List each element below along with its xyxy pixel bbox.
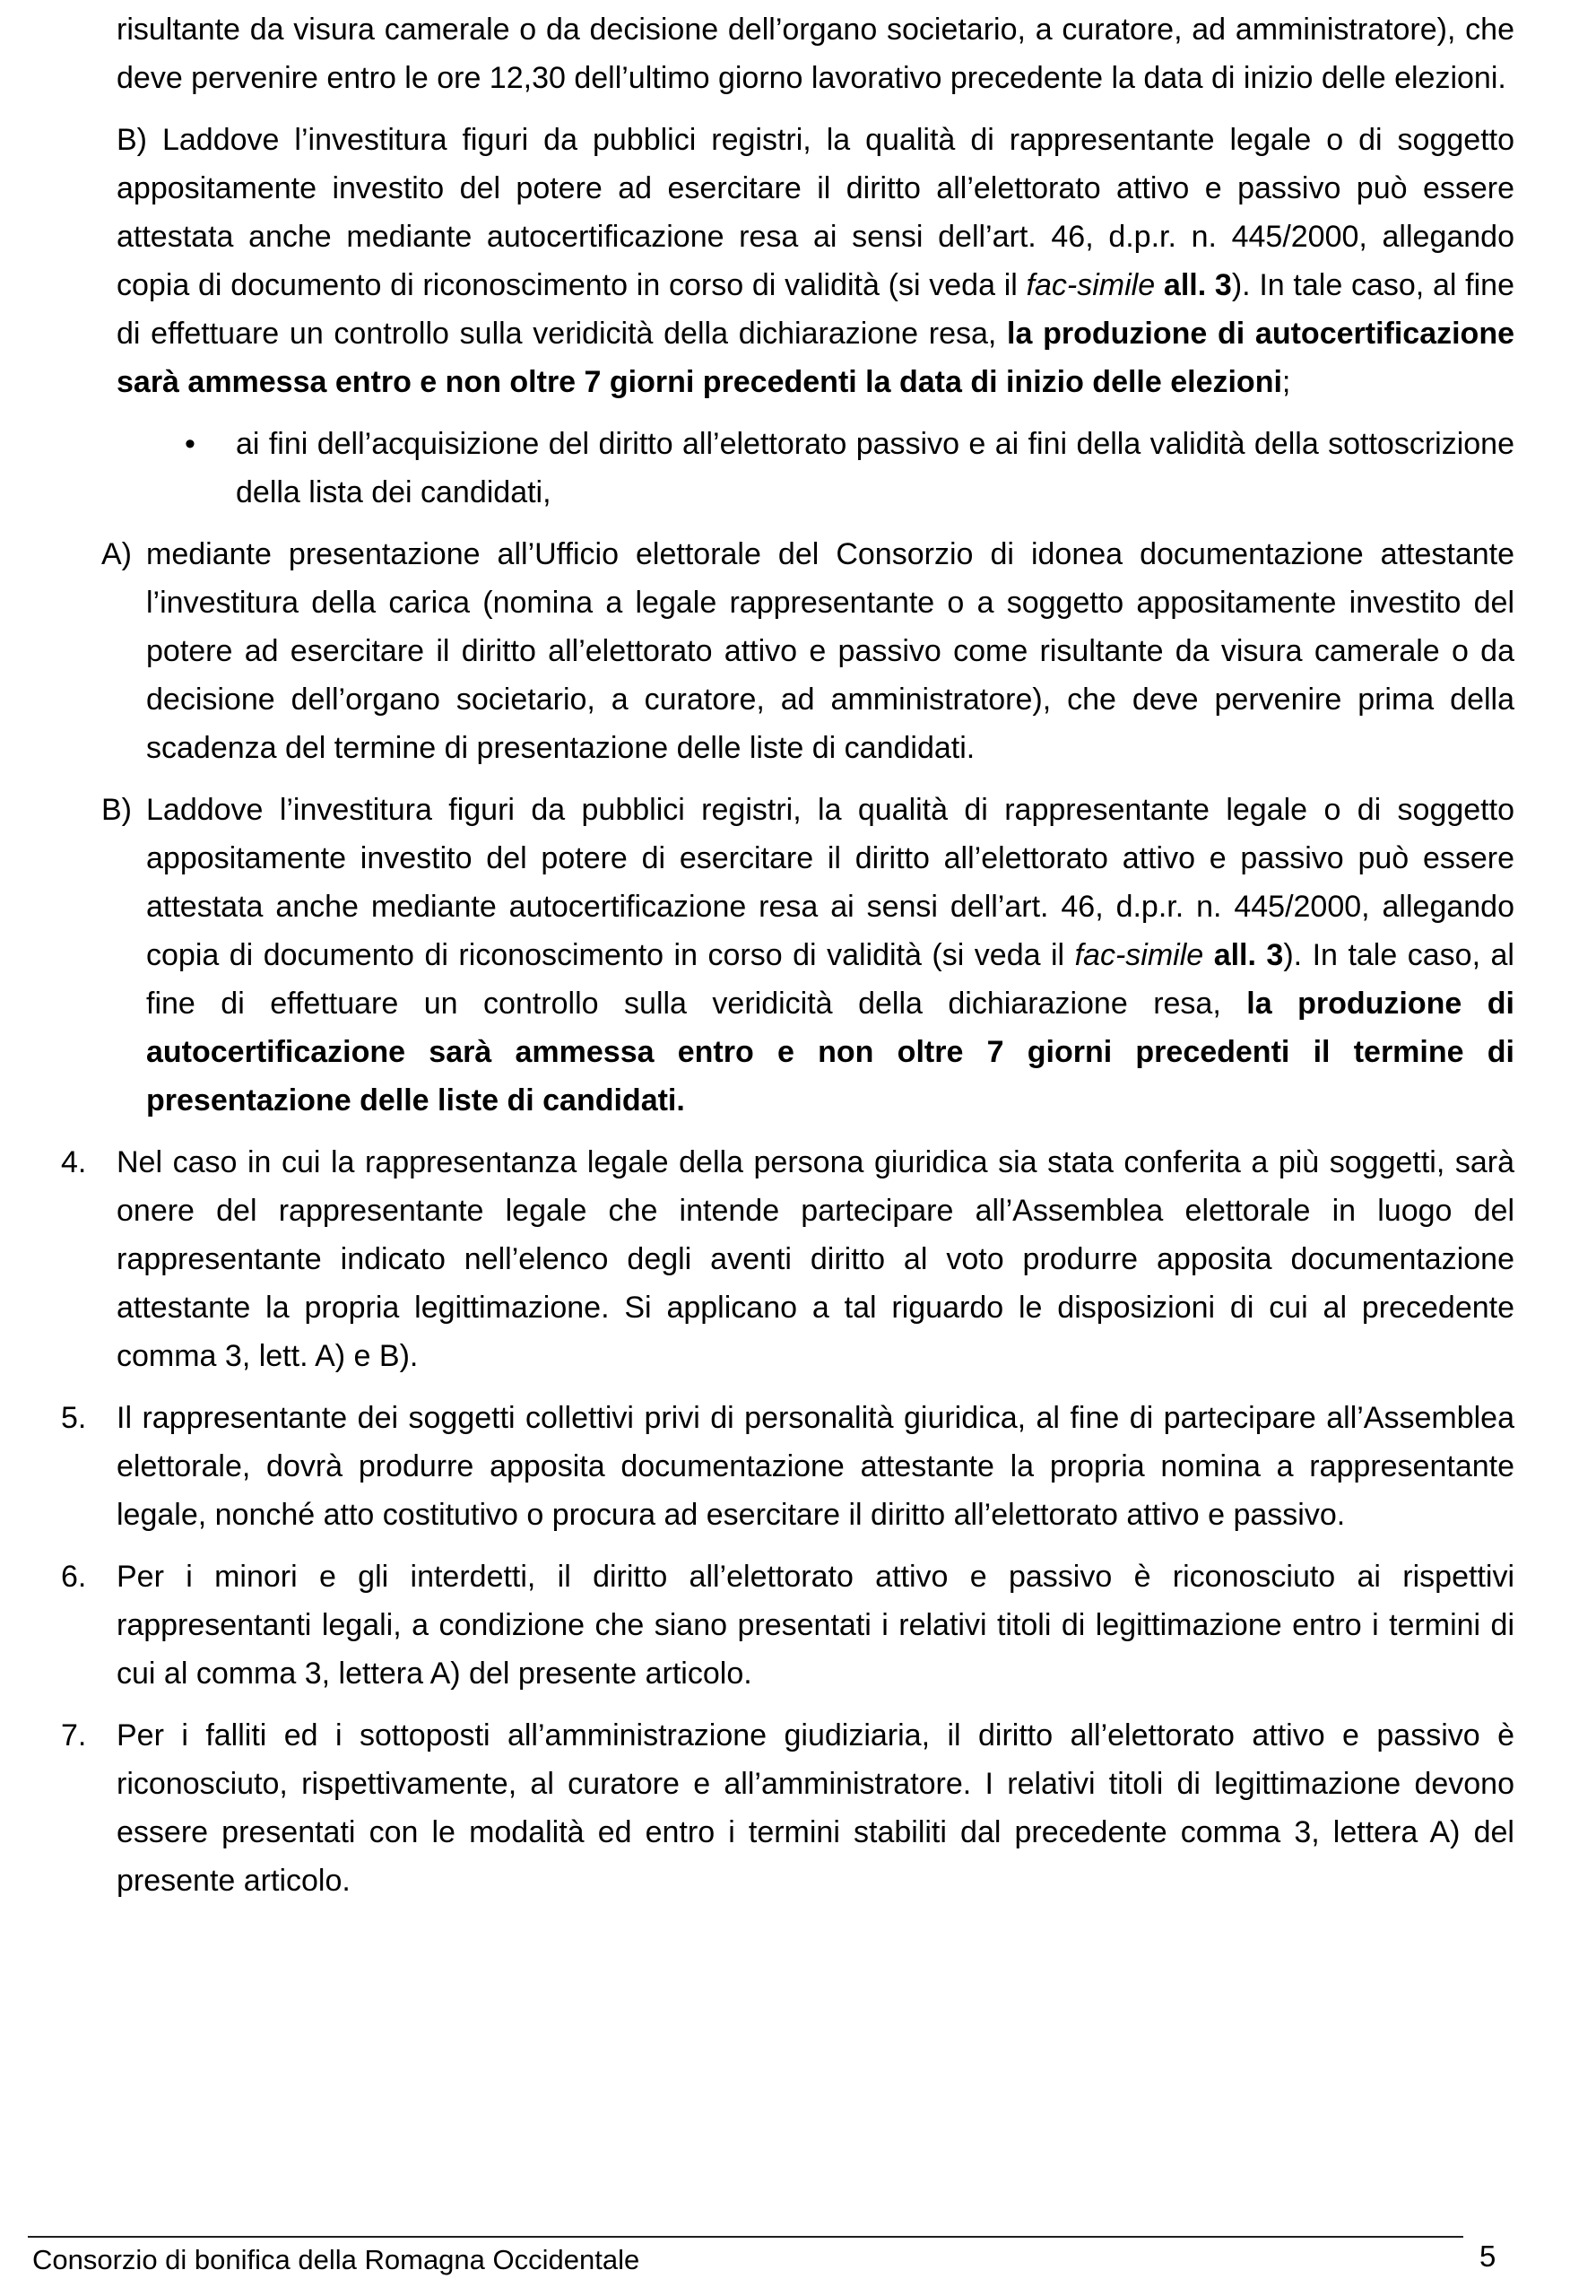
item-letter-a xyxy=(101,530,1514,772)
item-7-run-0: Per i falliti ed i sottoposti all’amministrazione giudiziaria, il diritto all’elettorato attivo e passivo è riconosciuto, rispettivamente, al curatore e all’amministratore. I relativi titoli di legittimazione devono essere presentati con le modalità ed entro i termini stabiliti dal precedente comma 3, lettera A) del presente articolo. xyxy=(117,1718,1514,1898)
item-6 xyxy=(61,1552,1514,1698)
item-7 xyxy=(61,1711,1514,1905)
item-4-run-0: Nel caso in cui la rappresentanza legale della persona giuridica sia stata conferita a più soggetti, sarà onere del rappresentante legale che intende partecipare all’Assemblea elettorale in luogo del rappresentante indicato nell’elenco degli aventi diritto al voto produrre apposita documentazione attestante la propria legittimazione. Si applicano a tal riguardo le disposizioni di cui al precedente comma 3, lett. A) e B). xyxy=(117,1145,1514,1373)
bullet-item-run-0: ai fini dell’acquisizione del diritto all’elettorato passivo e ai fini della validità della sottoscrizione della lista dei candidati, xyxy=(236,427,1514,509)
item-5-label: 5. xyxy=(61,1401,87,1435)
item-letter-b-run-2 xyxy=(1203,938,1214,972)
item-letter-b-first-run-1: fac-simile xyxy=(1026,268,1156,302)
item-5 xyxy=(61,1394,1514,1539)
footer-organization: Consorzio di bonifica della Romagna Occidentale xyxy=(32,2244,640,2275)
bullet-item-bullet-icon: • xyxy=(185,427,195,461)
item-letter-b-first-run-4: ). In tale caso, al fine di effettuare un controllo sulla veridicità della dichiarazione resa, xyxy=(117,268,1514,351)
item-letter-b-first-run-2 xyxy=(1155,268,1164,302)
item-4 xyxy=(61,1138,1514,1380)
item-letter-b xyxy=(101,786,1515,1125)
item-letter-b-run-5: la produzione di autocertificazione sarà ammessa entro e non oltre 7 giorni precedenti il termine di presentazione delle liste di candidati. xyxy=(146,987,1515,1118)
paragraph-continuation-run-0: risultante da visura camerale o da decisione dell’organo societario, a curatore, ad amministratore), che deve pervenire entro le ore 12,30 dell’ultimo giorno lavorativo precedente la data di inizio delle elezioni. xyxy=(117,13,1514,95)
item-5-run-0: Il rappresentante dei soggetti collettivi privi di personalità giuridica, al fine di partecipare all’Assemblea elettorale, dovrà produrre apposita documentazione attestante la propria nomina a rappresentante legale, nonché atto costitutivo o procura ad esercitare il diritto all’elettorato attivo e passivo. xyxy=(117,1401,1514,1532)
footer-divider xyxy=(28,2236,1463,2238)
item-letter-b-run-3: all. 3 xyxy=(1213,938,1284,972)
item-letter-b-first-run-5: la produzione di autocertificazione sarà ammessa entro e non oltre 7 giorni precedenti la data di inizio delle elezioni xyxy=(117,317,1514,399)
paragraph-continuation xyxy=(117,5,1514,102)
item-letter-b-label: B) xyxy=(101,793,132,827)
item-letter-b-first-run-6: ; xyxy=(1281,365,1291,399)
item-letter-b-first xyxy=(117,116,1514,406)
item-letter-b-run-0: Laddove l’investitura figuri da pubblici registri, la qualità di rappresentante legale o di soggetto appositamente investito del potere di esercitare il diritto all’elettorato attivo e passivo può essere attestata anche mediante autocertificazione resa ai sensi dell’art. 46, d.p.r. n. 445/2000, allegando copia di documento di riconoscimento in corso di validità (si veda il xyxy=(146,793,1514,972)
item-letter-a-run-0: mediante presentazione all’Ufficio elettorale del Consorzio di idonea documentazione attestante l’investitura della carica (nomina a legale rappresentante o a soggetto appositamente investito del potere ad esercitare il diritto all’elettorato attivo e passivo come risultante da visura camerale o da decisione dell’organo societario, a curatore, ad amministratore), che deve pervenire prima della scadenza del termine di presentazione delle liste di candidati. xyxy=(146,537,1514,765)
item-6-label: 6. xyxy=(61,1560,87,1594)
item-letter-b-first-run-3: all. 3 xyxy=(1163,268,1232,302)
item-4-label: 4. xyxy=(61,1145,87,1179)
document-body xyxy=(0,5,1596,1918)
page-number: 5 xyxy=(1479,2239,1496,2273)
bullet-item xyxy=(185,420,1514,517)
item-letter-a-label: A) xyxy=(101,537,132,571)
item-7-label: 7. xyxy=(61,1718,87,1752)
item-6-run-0: Per i minori e gli interdetti, il diritto all’elettorato attivo e passivo è riconosciuto ai rispettivi rappresentanti legali, a condizione che siano presentati i relativi titoli di legittimazione entro i termini di cui al comma 3, lettera A) del presente articolo. xyxy=(117,1560,1514,1691)
item-letter-b-first-run-0: B) Laddove l’investitura figuri da pubblici registri, la qualità di rappresentante legale o di soggetto appositamente investito del potere ad esercitare il diritto all’elettorato attivo e passivo può essere attestata anche mediante autocertificazione resa ai sensi dell’art. 46, d.p.r. n. 445/2000, allegando copia di documento di riconoscimento in corso di validità (si veda il xyxy=(117,123,1514,302)
item-letter-b-run-1: fac-simile xyxy=(1074,938,1204,972)
item-letter-b-run-4: ). In tale caso, al fine di effettuare un controllo sulla veridicità della dichiarazione resa, xyxy=(146,938,1514,1021)
